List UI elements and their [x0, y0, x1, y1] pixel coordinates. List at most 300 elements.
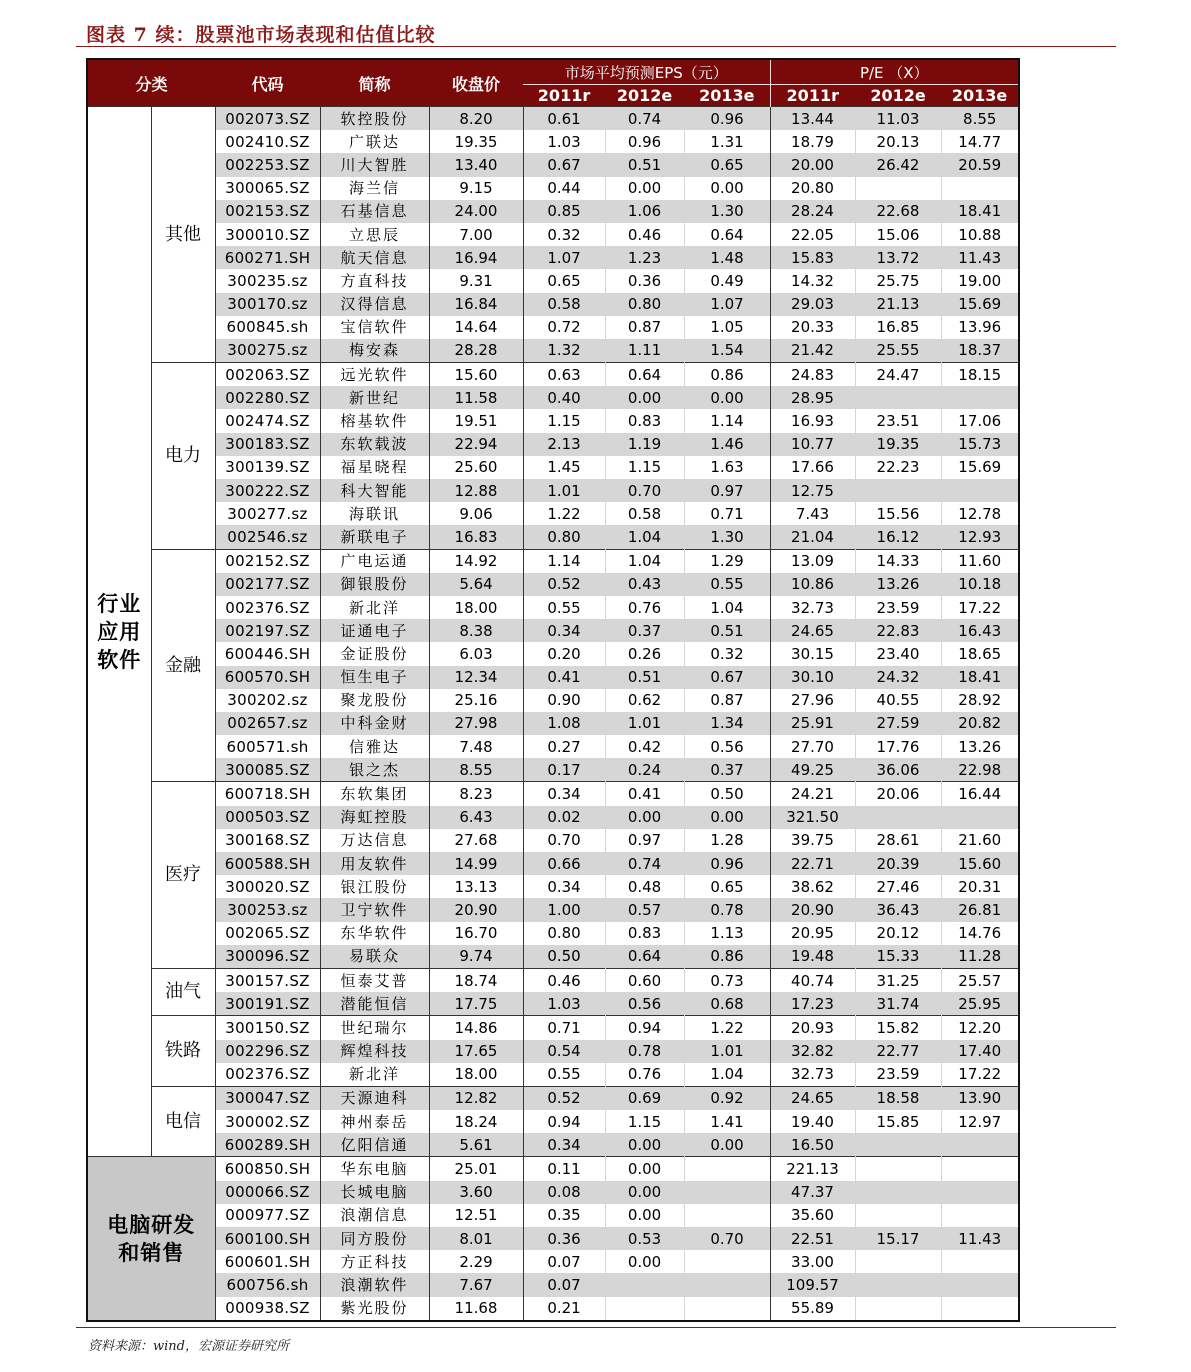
header-pe-2011: 2011r [770, 85, 855, 107]
cell-eps-2011: 1.07 [523, 246, 605, 269]
cell-eps-2011: 2.13 [523, 433, 605, 456]
cell-code: 300002.SZ [215, 1110, 320, 1133]
cell-pe-2013 [941, 1157, 1019, 1181]
cell-close: 28.28 [429, 339, 523, 363]
cell-pe-2012 [855, 1133, 941, 1157]
cell-eps-2013: 0.65 [684, 153, 770, 176]
cell-name: 航天信息 [320, 246, 429, 269]
cell-eps-2011: 0.34 [523, 1133, 605, 1157]
cell-code: 300183.SZ [215, 433, 320, 456]
cell-code: 600100.SH [215, 1227, 320, 1250]
cell-close: 9.31 [429, 269, 523, 292]
cell-code: 300170.sz [215, 293, 320, 316]
cell-close: 22.94 [429, 433, 523, 456]
cell-eps-2013 [684, 1204, 770, 1227]
cell-eps-2012: 0.74 [605, 107, 684, 131]
cell-code: 002253.SZ [215, 153, 320, 176]
cell-code: 002065.SZ [215, 922, 320, 945]
cell-name: 汉得信息 [320, 293, 429, 316]
cell-pe-2013: 10.18 [941, 573, 1019, 596]
table-row [87, 945, 1019, 969]
cell-pe-2013: 12.20 [941, 1016, 1019, 1040]
cell-eps-2012: 1.04 [605, 549, 684, 573]
table-row [87, 1273, 1019, 1296]
cell-name: 新北洋 [320, 596, 429, 619]
cell-pe-2013: 18.37 [941, 339, 1019, 363]
cell-eps-2013: 0.37 [684, 758, 770, 782]
cell-eps-2013: 0.00 [684, 177, 770, 200]
cell-code: 002073.SZ [215, 107, 320, 131]
cell-name: 远光软件 [320, 363, 429, 387]
cell-pe-2013 [941, 386, 1019, 409]
cell-name: 梅安森 [320, 339, 429, 363]
cell-eps-2011: 0.08 [523, 1181, 605, 1204]
cell-eps-2013: 1.30 [684, 200, 770, 223]
cell-pe-2011: 24.21 [770, 782, 855, 806]
cell-eps-2012 [605, 1273, 684, 1296]
table-row [87, 1204, 1019, 1227]
cell-eps-2012: 0.00 [605, 1204, 684, 1227]
cell-name: 软控股份 [320, 107, 429, 131]
cell-name: 证通电子 [320, 619, 429, 642]
cell-pe-2012: 21.13 [855, 293, 941, 316]
cell-code: 600271.SH [215, 246, 320, 269]
cell-pe-2012: 27.46 [855, 875, 941, 898]
table-row [87, 293, 1019, 316]
cell-close: 6.03 [429, 642, 523, 665]
cell-pe-2011: 19.40 [770, 1110, 855, 1133]
cell-pe-2012 [855, 479, 941, 502]
cell-pe-2012: 15.56 [855, 502, 941, 525]
cell-eps-2012: 0.76 [605, 1063, 684, 1087]
cell-close: 14.64 [429, 316, 523, 339]
table-row [87, 1040, 1019, 1063]
cell-code: 000066.SZ [215, 1181, 320, 1204]
cell-pe-2012: 36.06 [855, 758, 941, 782]
cell-code: 300020.SZ [215, 875, 320, 898]
cell-pe-2013 [941, 1181, 1019, 1204]
cell-eps-2012: 0.00 [605, 806, 684, 829]
cell-pe-2013: 12.78 [941, 502, 1019, 525]
cell-eps-2011: 1.22 [523, 502, 605, 525]
cell-close: 8.23 [429, 782, 523, 806]
cell-eps-2011: 0.55 [523, 1063, 605, 1087]
cell-pe-2012: 18.58 [855, 1086, 941, 1110]
cell-name: 华东电脑 [320, 1157, 429, 1181]
cell-eps-2013: 0.65 [684, 875, 770, 898]
cell-close: 18.00 [429, 1063, 523, 1087]
cell-pe-2011: 22.71 [770, 852, 855, 875]
cell-name: 恒生电子 [320, 666, 429, 689]
header-close: 收盘价 [429, 59, 523, 107]
cell-eps-2012: 0.00 [605, 177, 684, 200]
cell-pe-2012 [855, 1157, 941, 1181]
cell-eps-2012: 1.23 [605, 246, 684, 269]
cell-eps-2012: 0.60 [605, 968, 684, 992]
cell-code: 002376.SZ [215, 1063, 320, 1087]
cell-name: 科大智能 [320, 479, 429, 502]
cell-close: 27.68 [429, 829, 523, 852]
header-eps-2012: 2012e [605, 85, 684, 107]
table-row [87, 573, 1019, 596]
cell-eps-2012: 1.15 [605, 1110, 684, 1133]
cell-eps-2011: 0.40 [523, 386, 605, 409]
cell-pe-2013: 21.60 [941, 829, 1019, 852]
table-row [87, 852, 1019, 875]
cell-pe-2012: 22.77 [855, 1040, 941, 1063]
table-row [87, 1297, 1019, 1321]
cell-eps-2011: 0.52 [523, 1086, 605, 1110]
cell-eps-2012: 0.00 [605, 1181, 684, 1204]
cell-pe-2013: 13.26 [941, 735, 1019, 758]
cell-code: 002063.SZ [215, 363, 320, 387]
cell-pe-2012: 23.59 [855, 1063, 941, 1087]
table-body [87, 107, 1019, 1321]
cell-pe-2011: 17.23 [770, 992, 855, 1016]
table-row [87, 130, 1019, 153]
cell-eps-2011: 0.41 [523, 666, 605, 689]
cell-eps-2011: 0.80 [523, 922, 605, 945]
cell-pe-2011: 16.93 [770, 409, 855, 432]
cell-code: 300253.sz [215, 898, 320, 921]
cell-name: 榕基软件 [320, 409, 429, 432]
header-code: 代码 [215, 59, 320, 107]
cell-name: 新北洋 [320, 1063, 429, 1087]
cell-pe-2012 [855, 1297, 941, 1321]
cell-eps-2013: 0.67 [684, 666, 770, 689]
cell-eps-2013: 0.00 [684, 1133, 770, 1157]
cell-pe-2011: 49.25 [770, 758, 855, 782]
cell-name: 中科金财 [320, 712, 429, 735]
cell-close: 18.00 [429, 596, 523, 619]
cell-eps-2013: 0.92 [684, 1086, 770, 1110]
cell-pe-2011: 10.86 [770, 573, 855, 596]
cell-eps-2013: 1.34 [684, 712, 770, 735]
cell-eps-2011: 0.44 [523, 177, 605, 200]
cell-pe-2013: 12.93 [941, 525, 1019, 549]
cell-pe-2011: 109.57 [770, 1273, 855, 1296]
table-row [87, 177, 1019, 200]
cell-pe-2013 [941, 1273, 1019, 1296]
cell-name: 天源迪科 [320, 1086, 429, 1110]
cell-close: 16.84 [429, 293, 523, 316]
cell-pe-2013: 28.92 [941, 689, 1019, 712]
cell-eps-2013: 1.04 [684, 1063, 770, 1087]
cell-pe-2013 [941, 1204, 1019, 1227]
cell-pe-2011: 33.00 [770, 1250, 855, 1273]
cell-pe-2011: 27.70 [770, 735, 855, 758]
cell-eps-2013: 1.41 [684, 1110, 770, 1133]
cell-pe-2012: 15.17 [855, 1227, 941, 1250]
cell-close: 5.64 [429, 573, 523, 596]
table-row [87, 619, 1019, 642]
cell-pe-2011: 24.65 [770, 1086, 855, 1110]
cell-eps-2013: 1.14 [684, 409, 770, 432]
cell-eps-2011: 0.58 [523, 293, 605, 316]
cell-eps-2013: 1.01 [684, 1040, 770, 1063]
table-row [87, 433, 1019, 456]
cell-eps-2012: 0.56 [605, 992, 684, 1016]
table-row [87, 1157, 1019, 1181]
cell-eps-2011: 0.70 [523, 829, 605, 852]
cell-eps-2011: 0.67 [523, 153, 605, 176]
cell-code: 002376.SZ [215, 596, 320, 619]
cell-pe-2011: 24.65 [770, 619, 855, 642]
cell-eps-2011: 1.08 [523, 712, 605, 735]
cell-pe-2013: 17.22 [941, 1063, 1019, 1087]
cell-pe-2012 [855, 177, 941, 200]
cell-pe-2013: 14.76 [941, 922, 1019, 945]
cell-eps-2011: 0.27 [523, 735, 605, 758]
cell-eps-2011: 1.03 [523, 992, 605, 1016]
table-row [87, 596, 1019, 619]
cell-name: 同方股份 [320, 1227, 429, 1250]
cell-pe-2013 [941, 479, 1019, 502]
cell-code: 300235.sz [215, 269, 320, 292]
cell-code: 300157.SZ [215, 968, 320, 992]
cell-name: 新世纪 [320, 386, 429, 409]
cell-code: 600756.sh [215, 1273, 320, 1296]
cell-eps-2013 [684, 1250, 770, 1273]
cell-pe-2013: 15.60 [941, 852, 1019, 875]
cell-name: 海联讯 [320, 502, 429, 525]
cell-name: 东软载波 [320, 433, 429, 456]
subgroup-label: 油气 [151, 968, 215, 1015]
cell-code: 002296.SZ [215, 1040, 320, 1063]
cell-eps-2013: 0.68 [684, 992, 770, 1016]
cell-eps-2011: 0.72 [523, 316, 605, 339]
cell-eps-2011: 1.01 [523, 479, 605, 502]
cell-pe-2011: 14.32 [770, 269, 855, 292]
cell-name: 东软集团 [320, 782, 429, 806]
cell-code: 300010.SZ [215, 223, 320, 246]
cell-pe-2012 [855, 1273, 941, 1296]
cell-pe-2011: 20.93 [770, 1016, 855, 1040]
cell-pe-2011: 38.62 [770, 875, 855, 898]
cell-eps-2012: 0.51 [605, 153, 684, 176]
cell-eps-2011: 0.34 [523, 782, 605, 806]
cell-eps-2013: 0.71 [684, 502, 770, 525]
cell-code: 600446.SH [215, 642, 320, 665]
cell-pe-2011: 21.04 [770, 525, 855, 549]
cell-eps-2012: 0.78 [605, 1040, 684, 1063]
cell-close: 3.60 [429, 1181, 523, 1204]
table-row [87, 1063, 1019, 1087]
cell-close: 25.01 [429, 1157, 523, 1181]
cell-eps-2012: 0.74 [605, 852, 684, 875]
cell-code: 002474.SZ [215, 409, 320, 432]
cell-pe-2011: 32.73 [770, 1063, 855, 1087]
cell-eps-2012: 0.26 [605, 642, 684, 665]
header-name: 简称 [320, 59, 429, 107]
cell-eps-2011: 0.34 [523, 875, 605, 898]
cell-eps-2012: 0.43 [605, 573, 684, 596]
cell-eps-2011: 1.00 [523, 898, 605, 921]
cell-code: 600588.SH [215, 852, 320, 875]
cell-pe-2011: 19.48 [770, 945, 855, 969]
cell-name: 广联达 [320, 130, 429, 153]
cell-code: 002410.SZ [215, 130, 320, 153]
table-row [87, 200, 1019, 223]
cell-pe-2012: 19.35 [855, 433, 941, 456]
table-row [87, 735, 1019, 758]
cell-eps-2012: 0.46 [605, 223, 684, 246]
cell-pe-2011: 29.03 [770, 293, 855, 316]
cell-eps-2013: 0.78 [684, 898, 770, 921]
cell-pe-2011: 321.50 [770, 806, 855, 829]
cell-eps-2012: 1.19 [605, 433, 684, 456]
table-row [87, 642, 1019, 665]
cell-pe-2011: 35.60 [770, 1204, 855, 1227]
cell-eps-2011: 0.02 [523, 806, 605, 829]
cell-close: 25.16 [429, 689, 523, 712]
cell-code: 600850.SH [215, 1157, 320, 1181]
cell-close: 8.20 [429, 107, 523, 131]
table-row [87, 829, 1019, 852]
cell-eps-2013 [684, 1273, 770, 1296]
cell-pe-2011: 32.82 [770, 1040, 855, 1063]
cell-pe-2012: 15.06 [855, 223, 941, 246]
cell-code: 600289.SH [215, 1133, 320, 1157]
cell-pe-2012: 20.06 [855, 782, 941, 806]
cell-close: 12.88 [429, 479, 523, 502]
cell-eps-2013: 1.63 [684, 456, 770, 479]
cell-close: 11.68 [429, 1297, 523, 1321]
cell-eps-2013: 1.05 [684, 316, 770, 339]
subgroup-label: 电信 [151, 1086, 215, 1157]
title-rule [76, 46, 1116, 47]
cell-eps-2013: 1.46 [684, 433, 770, 456]
table-row [87, 666, 1019, 689]
table-row [87, 1110, 1019, 1133]
cell-pe-2013: 17.22 [941, 596, 1019, 619]
cell-close: 7.00 [429, 223, 523, 246]
cell-pe-2012: 31.25 [855, 968, 941, 992]
cell-eps-2013: 0.70 [684, 1227, 770, 1250]
cell-name: 东华软件 [320, 922, 429, 945]
cell-pe-2012: 40.55 [855, 689, 941, 712]
cell-eps-2012: 0.58 [605, 502, 684, 525]
cell-eps-2013: 1.04 [684, 596, 770, 619]
cell-pe-2011: 20.90 [770, 898, 855, 921]
cell-eps-2012: 1.04 [605, 525, 684, 549]
cell-eps-2011: 0.32 [523, 223, 605, 246]
cell-name: 方直科技 [320, 269, 429, 292]
cell-pe-2013: 17.40 [941, 1040, 1019, 1063]
cell-eps-2012: 0.24 [605, 758, 684, 782]
cell-pe-2012: 24.32 [855, 666, 941, 689]
table-row [87, 549, 1019, 573]
cell-name: 石基信息 [320, 200, 429, 223]
stock-pool-table [86, 58, 1020, 1322]
cell-eps-2011: 0.61 [523, 107, 605, 131]
cell-pe-2013 [941, 1297, 1019, 1321]
cell-pe-2011: 24.83 [770, 363, 855, 387]
cell-eps-2012: 0.00 [605, 1157, 684, 1181]
table-row [87, 502, 1019, 525]
table-row [87, 922, 1019, 945]
cell-close: 17.65 [429, 1040, 523, 1063]
cell-eps-2013: 1.29 [684, 549, 770, 573]
cell-eps-2012: 0.37 [605, 619, 684, 642]
header-pe-2013: 2013e [941, 85, 1019, 107]
cell-pe-2012: 22.23 [855, 456, 941, 479]
cell-eps-2011: 0.52 [523, 573, 605, 596]
cell-pe-2012 [855, 806, 941, 829]
cell-eps-2012: 0.00 [605, 386, 684, 409]
cell-pe-2012 [855, 386, 941, 409]
cell-close: 14.99 [429, 852, 523, 875]
cell-eps-2011: 0.46 [523, 968, 605, 992]
cell-eps-2011: 0.21 [523, 1297, 605, 1321]
cell-eps-2012: 1.15 [605, 456, 684, 479]
cell-code: 300168.SZ [215, 829, 320, 852]
cell-pe-2011: 40.74 [770, 968, 855, 992]
cell-eps-2012: 1.11 [605, 339, 684, 363]
table-row [87, 316, 1019, 339]
cell-name: 辉煌科技 [320, 1040, 429, 1063]
cell-pe-2011: 21.42 [770, 339, 855, 363]
cell-close: 14.92 [429, 549, 523, 573]
cell-name: 川大智胜 [320, 153, 429, 176]
table-row [87, 1016, 1019, 1040]
cell-pe-2012: 27.59 [855, 712, 941, 735]
cell-close: 7.48 [429, 735, 523, 758]
cell-code: 300139.SZ [215, 456, 320, 479]
cell-eps-2011: 0.20 [523, 642, 605, 665]
cell-eps-2012: 0.96 [605, 130, 684, 153]
cell-code: 002152.SZ [215, 549, 320, 573]
table-row [87, 898, 1019, 921]
cell-eps-2013: 1.07 [684, 293, 770, 316]
cell-code: 002153.SZ [215, 200, 320, 223]
table-row [87, 1133, 1019, 1157]
cell-pe-2013: 25.57 [941, 968, 1019, 992]
cell-code: 002177.SZ [215, 573, 320, 596]
cell-name: 立思辰 [320, 223, 429, 246]
cell-pe-2011: 22.05 [770, 223, 855, 246]
cell-pe-2011: 32.73 [770, 596, 855, 619]
cell-eps-2011: 1.45 [523, 456, 605, 479]
cell-pe-2011: 18.79 [770, 130, 855, 153]
cell-eps-2011: 0.17 [523, 758, 605, 782]
cell-pe-2011: 20.80 [770, 177, 855, 200]
cell-eps-2013: 0.55 [684, 573, 770, 596]
cell-eps-2011: 0.80 [523, 525, 605, 549]
cell-close: 12.51 [429, 1204, 523, 1227]
table-row [87, 1181, 1019, 1204]
cell-eps-2013: 1.31 [684, 130, 770, 153]
cell-name: 金证股份 [320, 642, 429, 665]
cell-pe-2011: 15.83 [770, 246, 855, 269]
cell-eps-2013: 1.30 [684, 525, 770, 549]
cell-pe-2011: 30.10 [770, 666, 855, 689]
cell-pe-2011: 10.77 [770, 433, 855, 456]
cell-close: 15.60 [429, 363, 523, 387]
cell-eps-2011: 1.03 [523, 130, 605, 153]
cell-eps-2012: 0.00 [605, 1250, 684, 1273]
cell-pe-2013: 19.00 [941, 269, 1019, 292]
table-row [87, 246, 1019, 269]
cell-pe-2012: 11.03 [855, 107, 941, 131]
cell-eps-2013: 1.54 [684, 339, 770, 363]
cell-pe-2012: 16.85 [855, 316, 941, 339]
cell-eps-2012: 0.53 [605, 1227, 684, 1250]
cell-eps-2013: 1.28 [684, 829, 770, 852]
cell-pe-2013: 18.41 [941, 666, 1019, 689]
cell-code: 000977.SZ [215, 1204, 320, 1227]
subgroup-label: 金融 [151, 549, 215, 782]
